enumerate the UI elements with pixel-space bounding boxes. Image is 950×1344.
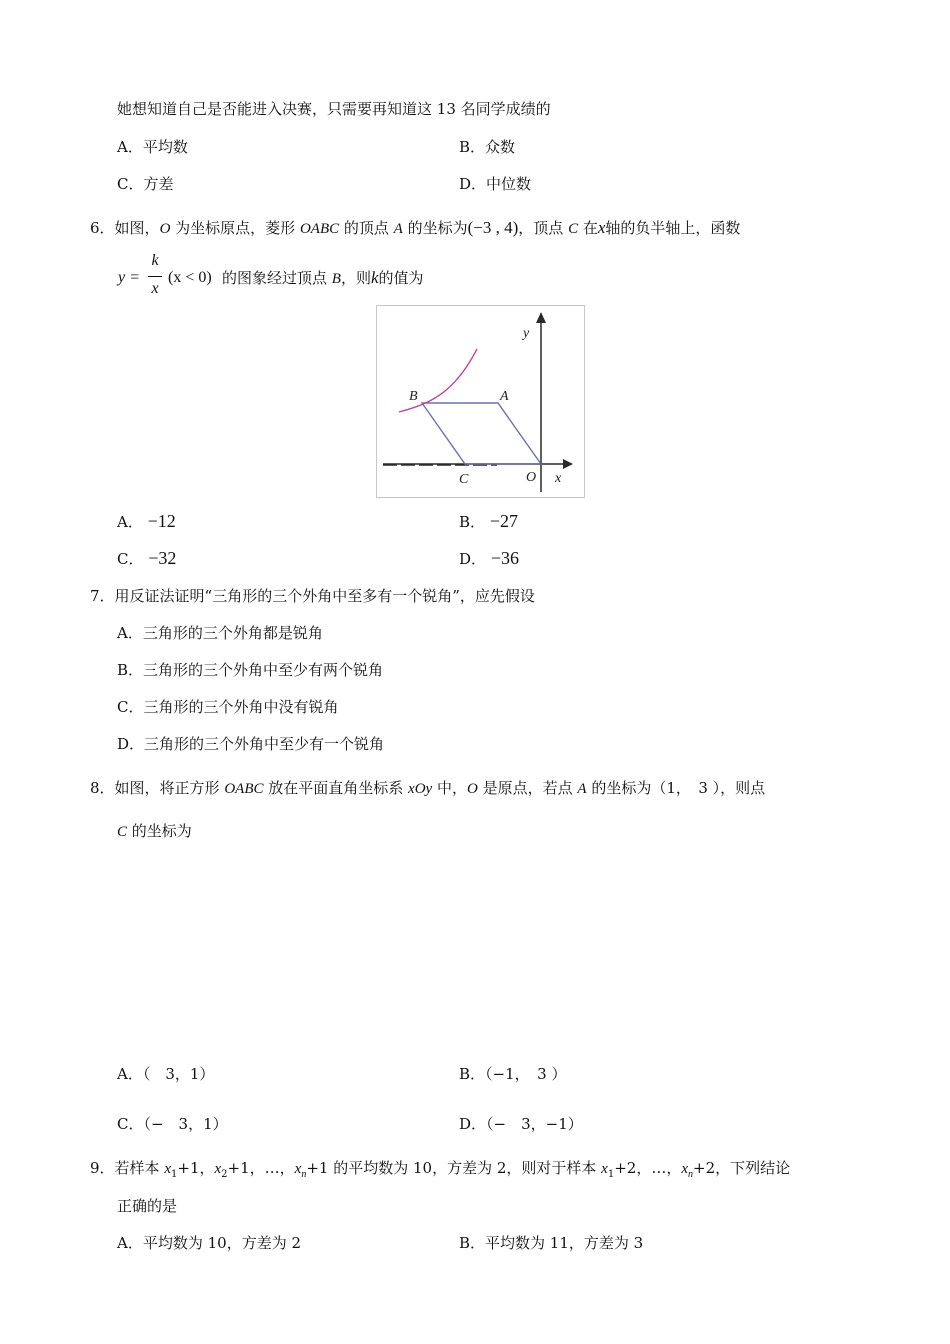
label-b: B [409,389,418,404]
q5-option-c: C．方差 [117,175,174,193]
q7-option-b: B．三角形的三个外角中至少有两个锐角 [117,661,384,679]
q8-stem: 8．如图，将正方形 OABC 放在平面直角坐标系 xOy 中，O 是原点，若点 A 的坐标为（1， 3 ），则点 [90,779,766,797]
q7-option-a: A．三角形的三个外角都是锐角 [117,624,323,642]
q9-stem: 9．若样本 $x_1+1$，$x_2+1$，…，$x_n+1$ 的平均数为 10，方差为 2，则对于样本 $x_1+2$，…，$x_n+2$，下列结论 [90,1159,791,1180]
label-c: C [459,472,469,487]
q8-option-c: C．（− 3，1） [117,1115,228,1133]
q8-option-a: A．（ 3，1） [117,1065,215,1083]
rhombus-graph [377,306,584,497]
q6-option-d: D． −36 [459,548,519,568]
q5-option-d: D．中位数 [459,175,532,193]
q9-stem-line2: 正确的是 [117,1197,178,1215]
q9-option-b: B．平均数为 11，方差为 3 [459,1234,644,1252]
label-x: x [555,471,562,486]
q5-option-b: B．众数 [459,138,516,156]
q5-continuation: 她想知道自己是否能进入决赛，只需要再知道这 13 名同学成绩的 [117,100,551,118]
q7-option-c: C．三角形的三个外角中没有锐角 [117,698,339,716]
q6-option-a: A． −12 [117,511,176,531]
q8-option-b: B．（−1， 3 ） [459,1065,567,1083]
rhombus-oabc [422,403,541,464]
q6-figure [376,305,585,498]
label-o: O [526,470,537,485]
q8-stem-line2: C 的坐标为 [117,822,192,840]
label-a: A [500,389,509,404]
q6-option-b: B． −27 [459,511,518,531]
x-axis-arrow [563,459,573,469]
y-axis-arrow [536,312,546,323]
q6-option-c: C． −32 [117,548,177,568]
q9-option-a: A．平均数为 10，方差为 2 [117,1234,302,1252]
label-y: y [523,326,530,341]
q7-option-d: D．三角形的三个外角中至少有一个锐角 [117,735,385,753]
q7-stem: 7．用反证法证明“三角形的三个外角中至多有一个锐角”，应先假设 [90,587,535,605]
q8-option-d: D．（− 3，−1） [459,1115,583,1133]
q5-option-a: A．平均数 [117,138,188,156]
q6-stem: 6．如图，O 为坐标原点，菱形 OABC 的顶点 A 的坐标为(−3 , 4)，顶点 C 在x轴的负半轴上，函数 [90,218,741,237]
